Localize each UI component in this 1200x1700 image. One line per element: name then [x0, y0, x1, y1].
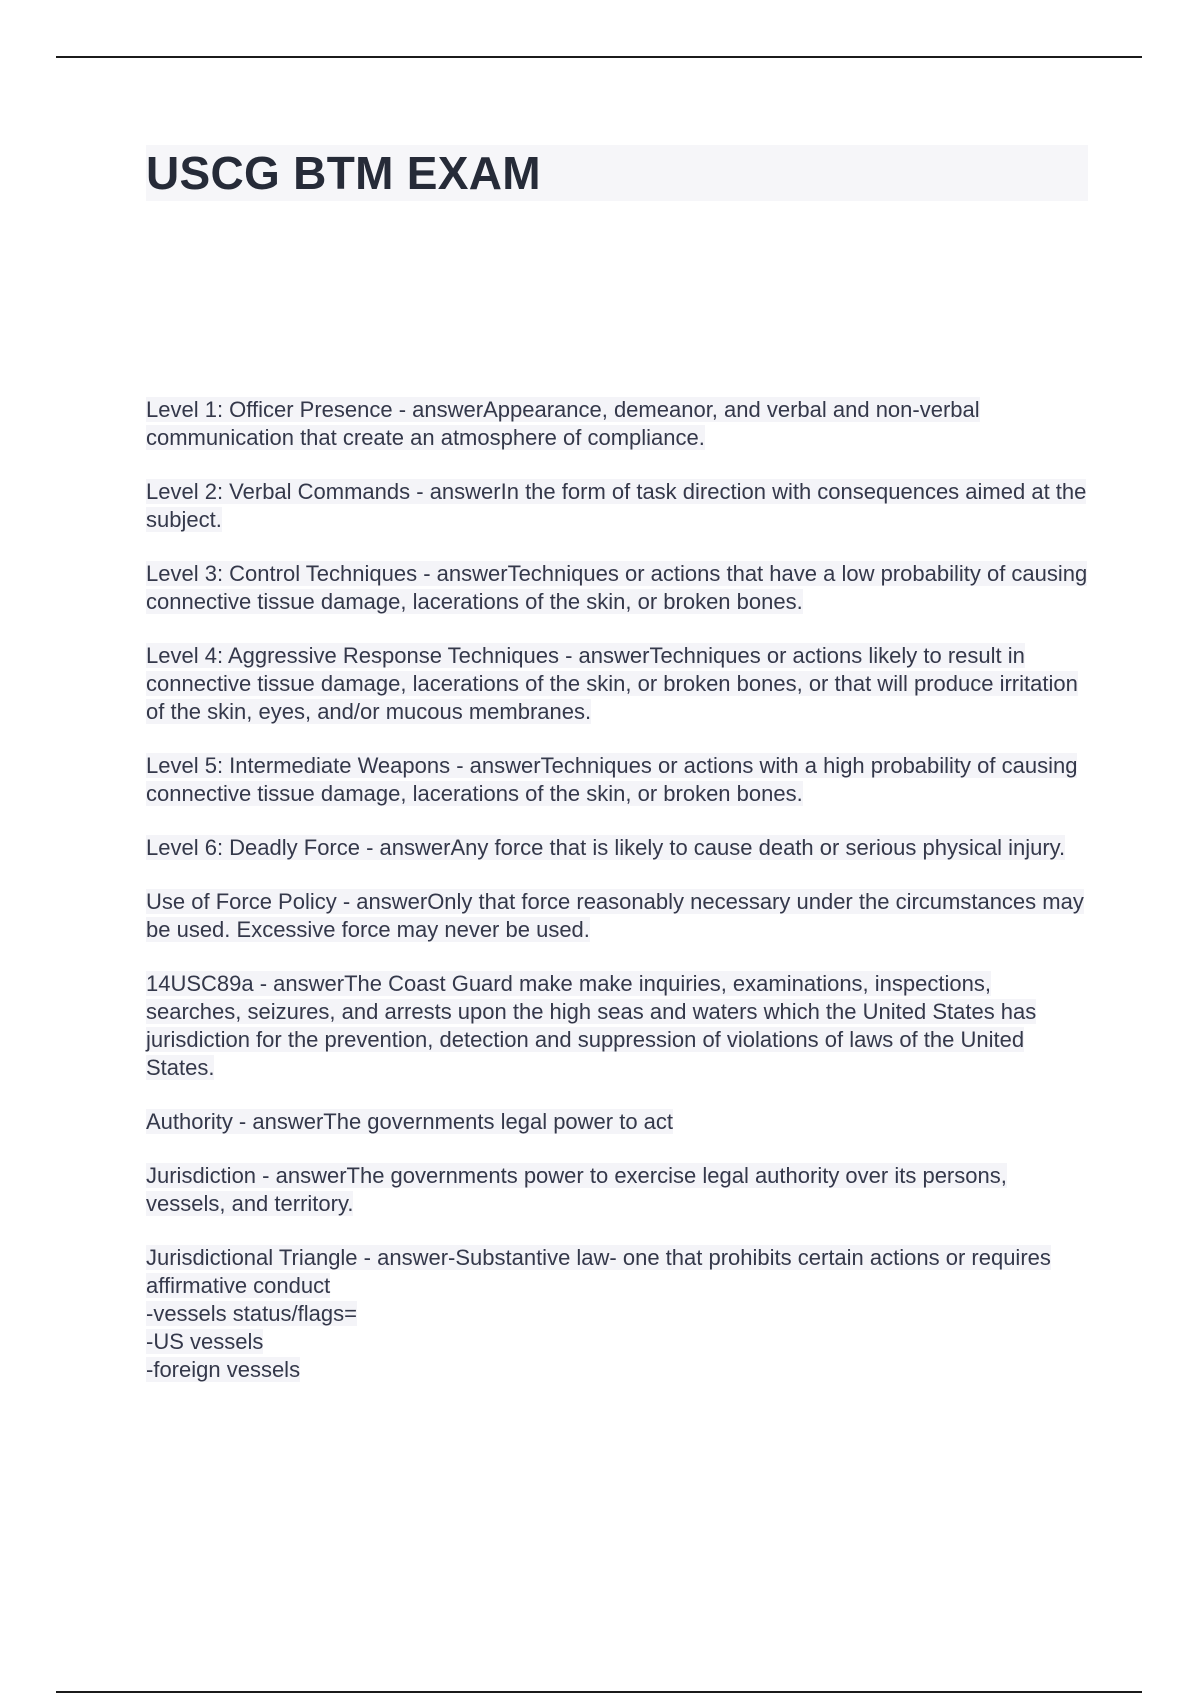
qa-entry-jurisdictional-triangle [146, 1244, 1091, 1384]
qa-entry-text: Level 2: Verbal Commands - answerIn the form of task direction with consequences aimed at the subject. [146, 479, 1087, 532]
qa-entry-text: 14USC89a - answerThe Coast Guard make make inquiries, examinations, inspections, searches, seizures, and arrests upon the high seas and waters which the United States has jurisdiction for the prevention, detection and suppression of violations of laws of the United States. [146, 971, 1037, 1080]
page-title: USCG BTM EXAM [146, 147, 541, 199]
qa-entry-jurisdiction [146, 1162, 1091, 1218]
qa-entry-use-of-force [146, 888, 1091, 944]
qa-entry-text: Level 1: Officer Presence - answerAppearance, demeanor, and verbal and non-verbal communication that create an atmosphere of compliance. [146, 397, 980, 450]
qa-entry-text: Level 5: Intermediate Weapons - answerTechniques or actions with a high probability of causing connective tissue damage, lacerations of the skin, or broken bones. [146, 753, 1078, 806]
qa-entry-text: Level 3: Control Techniques - answerTechniques or actions that have a low probability of causing connective tissue damage, lacerations of the skin, or broken bones. [146, 561, 1088, 614]
qa-entry-14usc89a [146, 970, 1091, 1082]
qa-entry-level-3 [146, 560, 1091, 616]
qa-entry-level-1 [146, 396, 1091, 452]
qa-entry-text: Jurisdiction - answerThe governments power to exercise legal authority over its persons, vessels, and territory. [146, 1163, 1007, 1216]
bottom-rule [56, 1691, 1142, 1693]
qa-entry-text: Jurisdictional Triangle - answer-Substantive law- one that prohibits certain actions or requires affirmative conduct -vessels status/flags= -US vessels -foreign vessels [146, 1245, 1051, 1382]
qa-entry-level-6 [146, 834, 1091, 862]
qa-entry-level-5 [146, 752, 1091, 808]
qa-entry-text: Level 4: Aggressive Response Techniques - answerTechniques or actions likely to result in connective tissue damage, lacerations of the skin, or broken bones, or that will produce irritation of the skin, eyes, and/or mucous membranes. [146, 643, 1078, 724]
qa-entry-level-4 [146, 642, 1091, 726]
qa-entry-text: Use of Force Policy - answerOnly that force reasonably necessary under the circumstances may be used. Excessive force may never be used. [146, 889, 1084, 942]
qa-entry-level-2 [146, 478, 1091, 534]
qa-entry-text: Authority - answerThe governments legal power to act [146, 1109, 674, 1134]
qa-entry-text: Level 6: Deadly Force - answerAny force that is likely to cause death or serious physical injury. [146, 835, 1066, 860]
top-rule [56, 56, 1142, 58]
qa-entry-authority [146, 1108, 1091, 1136]
qa-list [146, 396, 1091, 1410]
